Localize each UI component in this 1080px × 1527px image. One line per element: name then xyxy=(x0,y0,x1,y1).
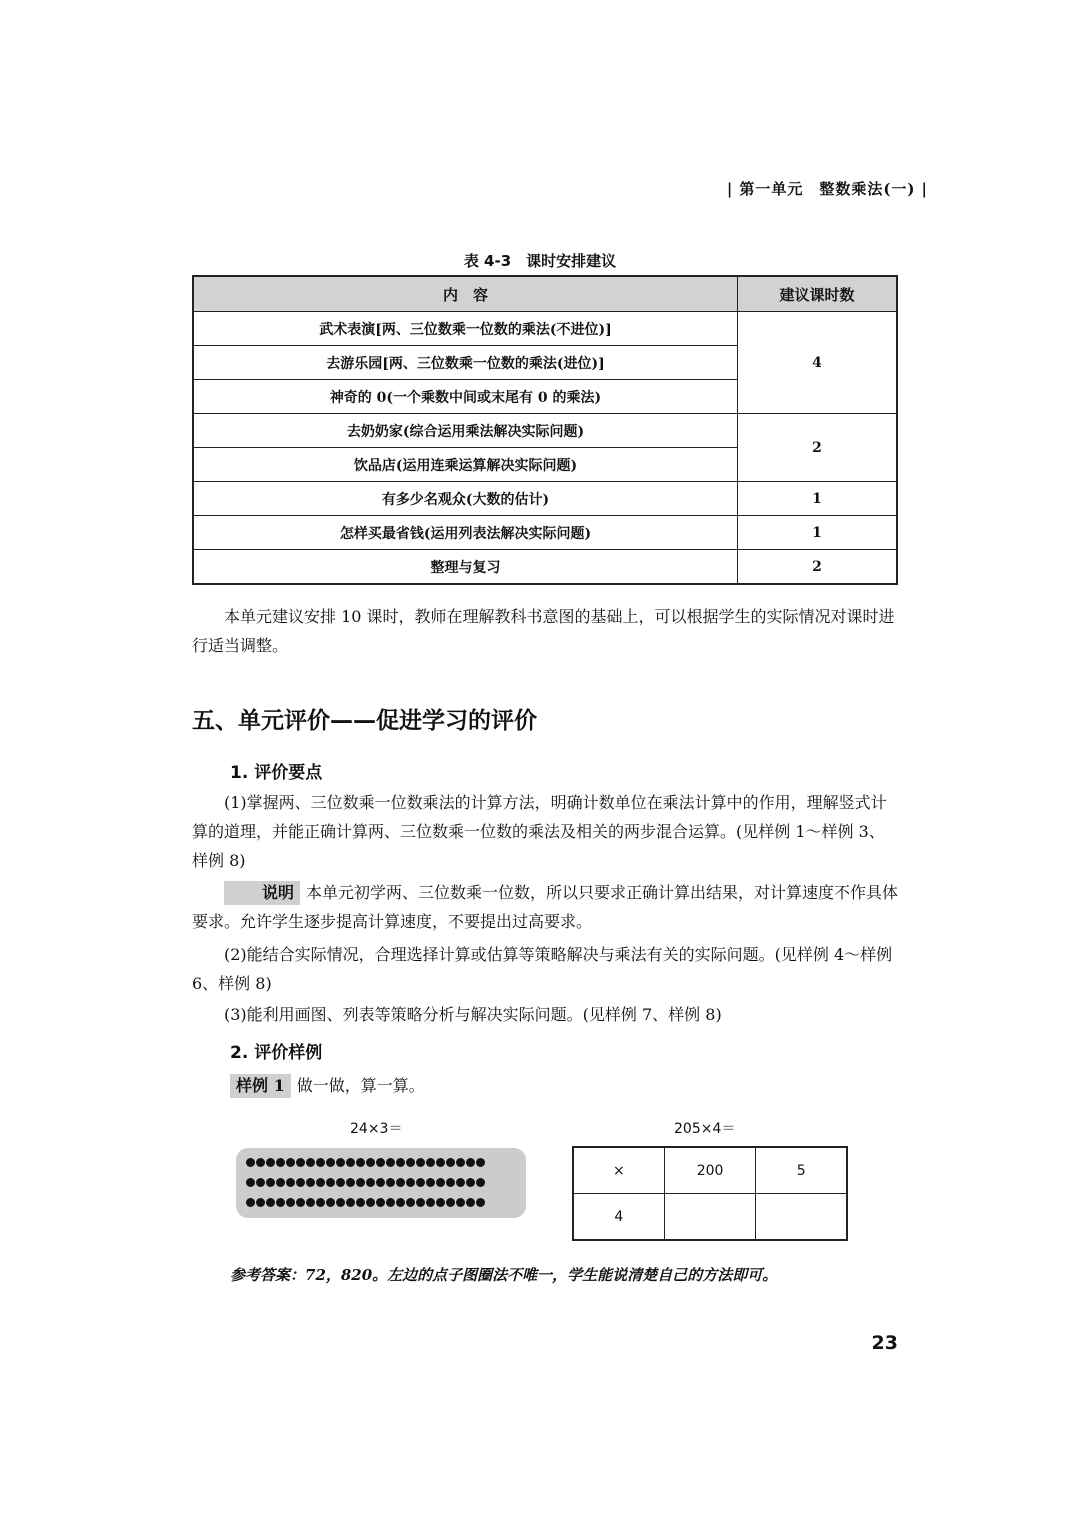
dot xyxy=(426,1198,435,1207)
dot xyxy=(446,1178,455,1187)
table-cell-content: 去奶奶家(综合运用乘法解决实际问题) xyxy=(193,414,738,448)
dot xyxy=(446,1158,455,1167)
table-row xyxy=(193,550,897,585)
dot xyxy=(416,1158,425,1167)
dot xyxy=(276,1178,285,1187)
explanation-paragraph xyxy=(192,878,900,936)
table-row xyxy=(193,414,897,448)
table-row xyxy=(193,312,897,346)
header-bar-left: | xyxy=(726,180,734,198)
table-cell-hours: 2 xyxy=(738,550,898,585)
dot xyxy=(366,1198,375,1207)
header-bar-right: | xyxy=(921,180,928,198)
dot xyxy=(266,1178,275,1187)
table-cell-content: 神奇的 0(一个乘数中间或末尾有 0 的乘法) xyxy=(193,380,738,414)
calc-cell: 200 xyxy=(664,1147,756,1194)
dot xyxy=(346,1158,355,1167)
dot xyxy=(346,1178,355,1187)
table-row xyxy=(193,482,897,516)
dot xyxy=(326,1178,335,1187)
dot xyxy=(266,1158,275,1167)
calc-cell xyxy=(756,1194,847,1241)
dot xyxy=(356,1198,365,1207)
dot xyxy=(386,1158,395,1167)
expression-left: 24×3＝ xyxy=(350,1121,403,1137)
section-title: 五、单元评价——促进学习的评价 xyxy=(192,708,537,734)
dot-row xyxy=(246,1198,486,1208)
explanation-text: 本单元初学两、三位数乘一位数，所以只要求正确计算出结果，对计算速度不作具体要求。允许学生逐步提高计算速度，不要提出过高要求。 xyxy=(192,883,899,931)
dot xyxy=(426,1178,435,1187)
dot xyxy=(416,1198,425,1207)
schedule-table xyxy=(192,275,898,585)
table-cell-hours: 1 xyxy=(738,482,898,516)
dot xyxy=(256,1178,265,1187)
dot xyxy=(286,1198,295,1207)
dot xyxy=(256,1158,265,1167)
calc-row xyxy=(573,1194,847,1241)
dot xyxy=(386,1198,395,1207)
subsection-title: 1. 评价要点 xyxy=(230,763,323,783)
dot xyxy=(256,1198,265,1207)
reference-answer: 参考答案：72，820。左边的点子图圈法不唯一，学生能说清楚自己的方法即可。 xyxy=(230,1266,778,1284)
expression-right: 205×4＝ xyxy=(674,1121,736,1137)
dot xyxy=(326,1198,335,1207)
table-caption: 表 4-3 课时安排建议 xyxy=(463,252,617,270)
dot xyxy=(406,1178,415,1187)
explanation-tag: 说明 xyxy=(224,881,300,905)
dot xyxy=(316,1198,325,1207)
dot xyxy=(426,1158,435,1167)
dot xyxy=(476,1178,485,1187)
table-cell-content: 饮品店(运用连乘运算解决实际问题) xyxy=(193,448,738,482)
dot xyxy=(266,1198,275,1207)
dot xyxy=(246,1158,255,1167)
dot xyxy=(286,1158,295,1167)
dot xyxy=(416,1178,425,1187)
evaluation-point: (3)能利用画图、列表等策略分析与解决实际问题。(见样例 7、样例 8) xyxy=(224,1005,722,1024)
dot xyxy=(376,1198,385,1207)
example-tag: 样例 1 xyxy=(230,1074,291,1098)
dot xyxy=(456,1198,465,1207)
page-number: 23 xyxy=(871,1332,898,1354)
dot-row xyxy=(246,1158,486,1168)
table-cell-content: 怎样买最省钱(运用列表法解决实际问题) xyxy=(193,516,738,550)
dot xyxy=(336,1178,345,1187)
dot xyxy=(386,1178,395,1187)
dot xyxy=(336,1158,345,1167)
dot xyxy=(356,1158,365,1167)
dot xyxy=(316,1158,325,1167)
dot xyxy=(436,1198,445,1207)
example-line xyxy=(230,1072,425,1100)
running-header xyxy=(721,178,934,199)
dot xyxy=(296,1178,305,1187)
dot xyxy=(436,1158,445,1167)
dot xyxy=(296,1158,305,1167)
multiplication-table xyxy=(572,1146,848,1241)
subsection-title: 2. 评价样例 xyxy=(230,1043,323,1063)
dot xyxy=(276,1158,285,1167)
calc-cell xyxy=(664,1194,756,1241)
dot xyxy=(376,1178,385,1187)
table-cell-content: 去游乐园[两、三位数乘一位数的乘法(进位)] xyxy=(193,346,738,380)
calc-row xyxy=(573,1147,847,1194)
dot xyxy=(306,1158,315,1167)
dot xyxy=(376,1158,385,1167)
calc-cell: 5 xyxy=(756,1147,847,1194)
column-header-hours: 建议课时数 xyxy=(738,276,898,312)
dot xyxy=(276,1198,285,1207)
table-cell-hours: 1 xyxy=(738,516,898,550)
dot xyxy=(316,1178,325,1187)
dot xyxy=(246,1178,255,1187)
dot xyxy=(466,1178,475,1187)
note-paragraph: 本单元建议安排 10 课时，教师在理解教科书意图的基础上，可以根据学生的实际情况对课时进行适当调整。 xyxy=(192,607,895,655)
table-cell-hours: 2 xyxy=(738,414,898,482)
dot-row xyxy=(246,1178,486,1188)
dot xyxy=(476,1158,485,1167)
column-header-content: 内 容 xyxy=(193,276,738,312)
dot xyxy=(466,1198,475,1207)
dot xyxy=(356,1178,365,1187)
calc-cell: × xyxy=(573,1147,664,1194)
dot xyxy=(406,1198,415,1207)
dot xyxy=(366,1158,375,1167)
dot xyxy=(476,1198,485,1207)
dot xyxy=(246,1198,255,1207)
dot xyxy=(466,1158,475,1167)
evaluation-point: (2)能结合实际情况，合理选择计算或估算等策略解决与乘法有关的实际问题。(见样例 4～样例 6、样例 8) xyxy=(192,945,893,993)
dot xyxy=(296,1198,305,1207)
dot xyxy=(306,1178,315,1187)
dot xyxy=(446,1198,455,1207)
table-row xyxy=(193,516,897,550)
dot xyxy=(336,1198,345,1207)
example-prompt: 做一做，算一算。 xyxy=(296,1076,425,1095)
calc-cell: 4 xyxy=(573,1194,664,1241)
table-cell-content: 整理与复习 xyxy=(193,550,738,585)
table-header-row xyxy=(193,276,897,312)
dot xyxy=(286,1178,295,1187)
dot xyxy=(436,1178,445,1187)
table-cell-content: 武术表演[两、三位数乘一位数的乘法(不进位)] xyxy=(193,312,738,346)
dot xyxy=(406,1158,415,1167)
dot xyxy=(366,1178,375,1187)
header-text: 第一单元 整数乘法(一) xyxy=(739,180,916,198)
dot xyxy=(306,1198,315,1207)
dot xyxy=(396,1158,405,1167)
dot xyxy=(396,1198,405,1207)
dot xyxy=(346,1198,355,1207)
dot xyxy=(456,1158,465,1167)
dot xyxy=(326,1158,335,1167)
dot xyxy=(396,1178,405,1187)
table-cell-hours: 4 xyxy=(738,312,898,414)
table-cell-content: 有多少名观众(大数的估计) xyxy=(193,482,738,516)
dot xyxy=(456,1178,465,1187)
evaluation-point: (1)掌握两、三位数乘一位数乘法的计算方法，明确计数单位在乘法计算中的作用，理解竖式计算的道理，并能正确计算两、三位数乘一位数的乘法及相关的两步混合运算。(见样例 1～样例 3、样例 8) xyxy=(192,793,887,870)
dot-array xyxy=(236,1148,526,1218)
